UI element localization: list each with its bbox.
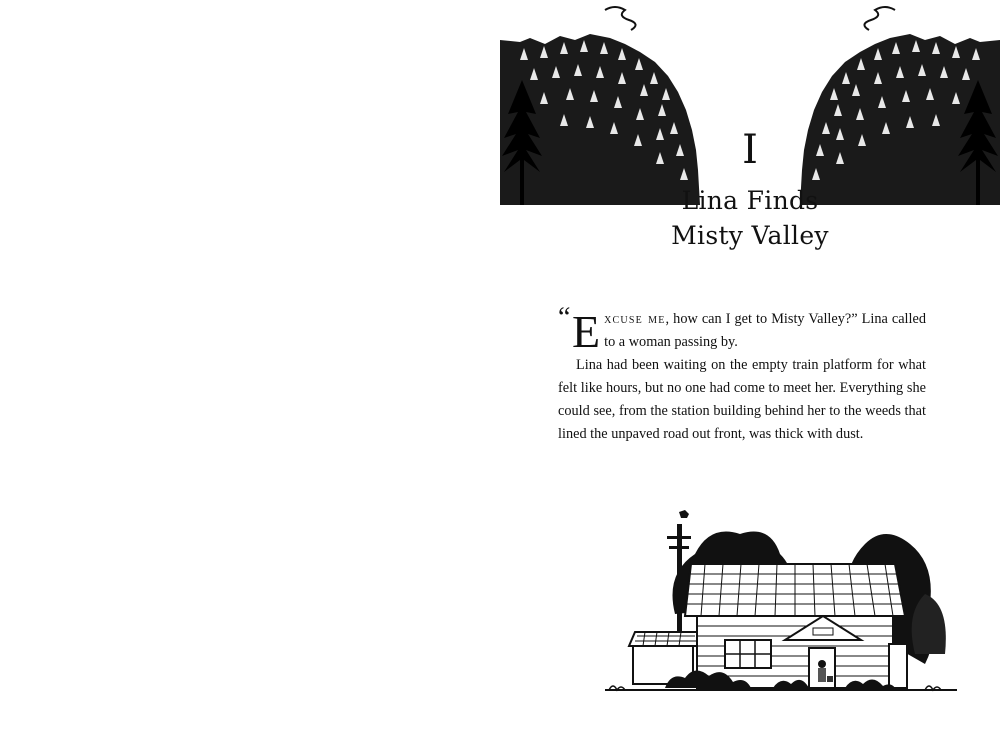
chapter-number: I [742, 127, 758, 173]
chapter-title-line-1: Lina Finds [681, 186, 819, 215]
drop-cap: E [572, 306, 601, 357]
paragraph-1 [558, 306, 926, 357]
chapter-title-line-2: Misty Valley [671, 221, 829, 250]
paragraph-1-text: , how can I get to Misty Valley?” Lina called to a woman passing by. [604, 311, 926, 350]
forest-left-illustration [500, 0, 700, 205]
train-station-illustration [605, 504, 957, 696]
paragraph-2: Lina had been waiting on the empty train platform for what felt like hours, but no one had come to meet her. Everything she could see, from the station building behind her to the weeds that lined the unpaved road out front, was thick with dust. [558, 357, 926, 442]
lead-in-small-caps: xcuse me [604, 311, 666, 327]
forest-right-illustration [798, 0, 1000, 205]
opening-quote-mark: “ [558, 302, 571, 333]
chapter-body-text [558, 302, 926, 446]
